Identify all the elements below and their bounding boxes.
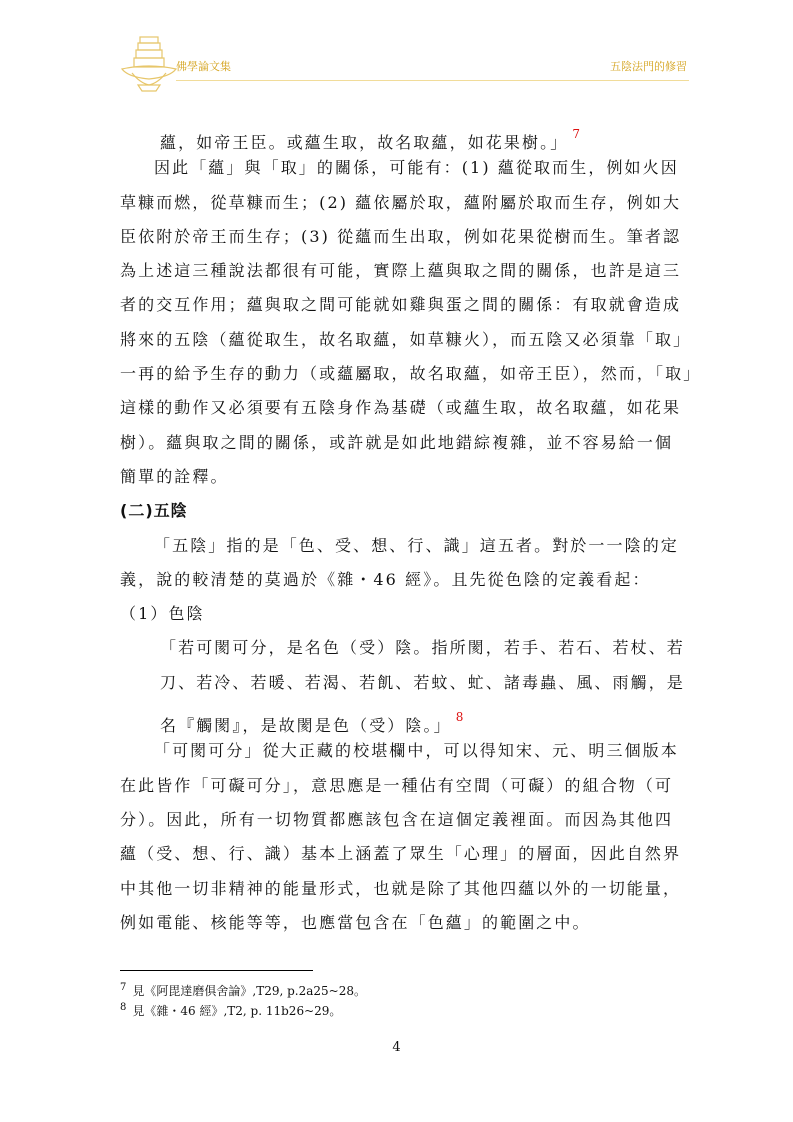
- pagoda-lotus-logo-icon: [118, 33, 180, 93]
- line-text: 蘊（受、想、行、識）基本上涵蓋了眾生「心理」的層面，因此自然界: [120, 844, 682, 864]
- text-line: [120, 803, 686, 837]
- text-line: [120, 323, 692, 357]
- line-text: 臣依附於帝王而生存；(3) 從蘊而生出取，例如花果從樹而生。筆者認: [120, 226, 682, 246]
- line-text: 將來的五陰（蘊從取生，故名取蘊，如草糠火），而五陰又必須靠「取」: [120, 329, 692, 349]
- text-line: [120, 666, 686, 700]
- text-line: [120, 254, 686, 288]
- line-text: 例如電能、核能等等，也應當包含在「色蘊」的範圍之中。: [120, 912, 591, 932]
- line-text: 這樣的動作又必須要有五陰身作為基礎（或蘊生取，故名取蘊，如花果: [120, 398, 682, 418]
- text-line: [120, 700, 686, 734]
- line-text: 簡單的詮釋。: [120, 466, 229, 486]
- line-text: 樹）。蘊與取之間的關係，或許就是如此地錯綜複雜，並不容易給一個: [120, 432, 674, 452]
- text-line: [120, 288, 686, 322]
- line-text: 蘊，如帝王臣。或蘊生取，故名取蘊，如花果樹。」: [160, 133, 569, 152]
- footnote-reference[interactable]: 8: [455, 710, 464, 725]
- section-heading: [120, 494, 686, 528]
- text-line: [120, 117, 686, 151]
- line-text: 一再的給予生存的動力（或蘊屬取，故名取蘊，如帝王臣），然而，「取」: [120, 364, 702, 384]
- body-text: [120, 117, 702, 940]
- footnote-number: 7: [120, 982, 127, 993]
- text-line: [120, 426, 686, 460]
- line-text: 名『觸閡』，是故閡是色（受）陰。」: [160, 716, 452, 736]
- footnote-rule: [120, 970, 313, 971]
- line-text: 「若可閡可分，是名色（受）陰。指所閡，若手、若石、若杖、若: [160, 638, 685, 658]
- line-text: 「可閡可分」從大正藏的校堪欄中，可以得知宋、元、明三個版本: [154, 741, 679, 761]
- line-text: 義，說的較清楚的莫過於《雜・46 經》。且先從色陰的定義看起：: [120, 569, 651, 589]
- line-text: 「五陰」指的是「色、受、想、行、識」這五者。對於一一陰的定: [154, 535, 679, 555]
- text-line: [120, 837, 686, 871]
- line-text: 者的交互作用；蘊與取之間可能就如雞與蛋之間的關係：有取就會造成: [120, 295, 682, 315]
- text-line: [120, 563, 686, 597]
- line-text: （1）色陰: [120, 604, 205, 624]
- footnote-text: 見《阿毘達磨俱舍論》,T29, p.2a25~28。: [132, 984, 366, 998]
- running-header-left: 佛學論文集: [176, 60, 231, 73]
- text-line: [120, 220, 686, 254]
- footnote-8: [120, 1002, 341, 1019]
- text-line: [120, 631, 686, 665]
- text-line: [120, 529, 686, 563]
- text-line: [120, 734, 686, 768]
- footnote-text: 見《雜・46 經》,T2, p. 11b26~29。: [132, 1004, 342, 1018]
- footnote-7: [120, 982, 366, 999]
- footnote-reference[interactable]: 7: [572, 127, 580, 141]
- text-line: [120, 769, 686, 803]
- text-line: [120, 186, 686, 220]
- text-line: [120, 151, 686, 185]
- text-line: [120, 906, 686, 940]
- page-number: 4: [392, 1040, 401, 1055]
- footnote-number: 8: [120, 1002, 127, 1013]
- line-text: 在此皆作「可礙可分」，意思應是一種佔有空間（可礙）的組合物（可: [120, 775, 674, 795]
- text-line: [120, 391, 686, 425]
- line-text: 草糠而燃，從草糠而生；(2) 蘊依屬於取，蘊附屬於取而生存，例如大: [120, 192, 682, 212]
- line-text: 為上述這三種說法都很有可能，實際上蘊與取之間的關係，也許是這三: [120, 261, 682, 281]
- line-text: 因此「蘊」與「取」的關係，可能有：(1) 蘊從取而生，例如火因: [154, 158, 679, 178]
- text-line: [120, 872, 686, 906]
- running-header-right: 五陰法門的修習: [610, 60, 687, 73]
- line-text: 分）。因此，所有一切物質都應該包含在這個定義裡面。而因為其他四: [120, 809, 674, 829]
- line-text: (二)五陰: [120, 501, 188, 521]
- header-rule: [176, 80, 689, 81]
- text-line: [120, 357, 702, 391]
- line-text: 刀、若冷、若暖、若渴、若飢、若蚊、虻、諸毒蟲、風、雨觸，是: [160, 672, 685, 692]
- text-line: [120, 460, 686, 494]
- text-line: [120, 597, 686, 631]
- line-text: 中其他一切非精神的能量形式，也就是除了其他四蘊以外的一切能量，: [120, 878, 682, 898]
